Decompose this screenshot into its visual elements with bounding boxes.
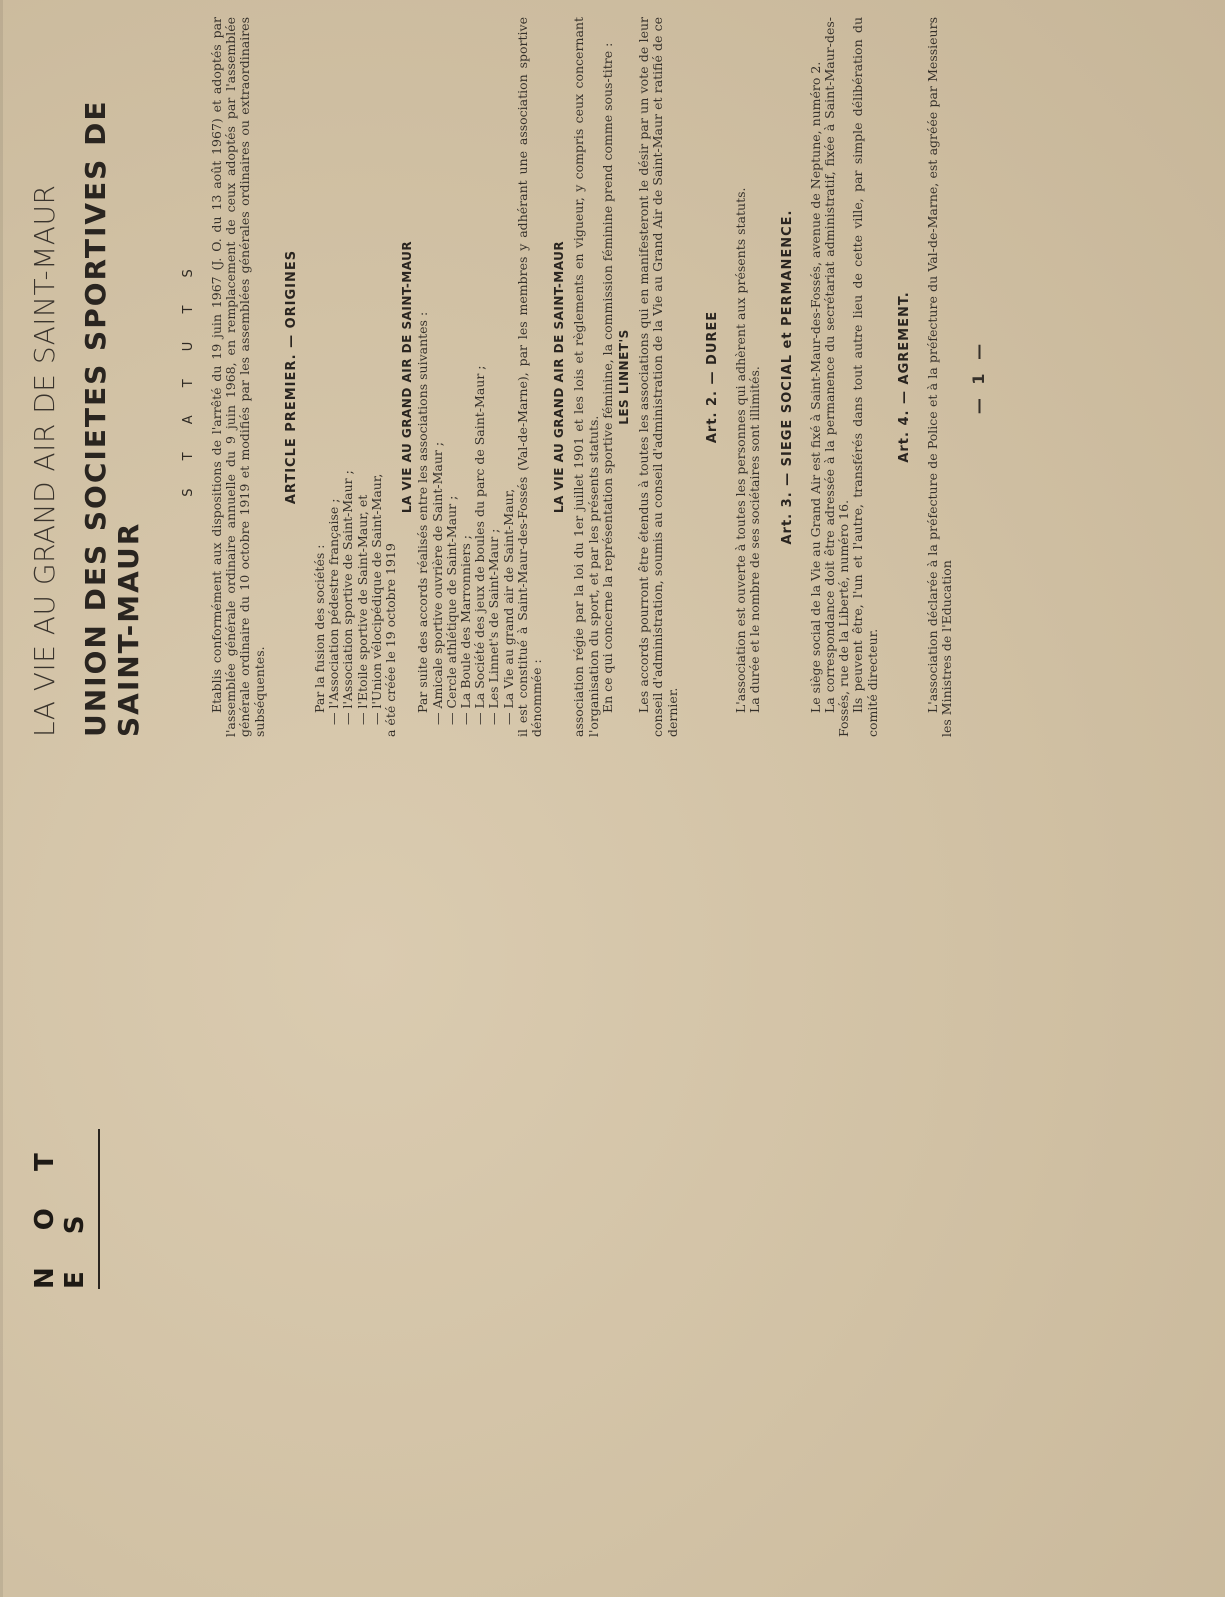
intro-paragraph: Etablis conformément aux dispositions de l'arrêté du 19 juin 1967 (J. O. du 13 août 1967) et adoptés par l'assemblée générale ordinaire annuelle du 9 juin 1968, en remplacement de ceux adoptés par l'assemblée générale ordinaire du 10 octobre 1919 et modifiés par les assemblées générales ordinaires ou extraordinaires subséquentes. [209, 17, 267, 737]
list-item: — l'Association sportive de Saint-Maur ; [340, 470, 356, 725]
fusion-intro: Par la fusion des sociétés : [312, 544, 328, 713]
subheading-vie-au-grand-air: LA VIE AU GRAND AIR DE SAINT-MAUR [400, 240, 415, 514]
list-item: — Cercle athlétique de Saint-Maur ; [443, 495, 459, 725]
list-item: — l'Union vélocipédique de Saint-Maur, [368, 473, 384, 725]
article3-paragraph: Le siège social de la Vie au Grand Air est fixé à Saint-Maur-des-Fossés, avenue de Neptune, numéro 2. [807, 61, 823, 713]
article2-paragraph: La durée et le nombre de ses sociétaires sont illimités. [747, 366, 763, 713]
constitue-paragraph: il est constitué à Saint-Maur-des-Fossés (Val-de-Marne), par les membres y adhérant une association sportive dénommée : [514, 17, 545, 737]
regie-paragraph: association régie par la loi du 1er juillet 1901 et les lois et règlements en vigueur, y compris ceux concernant l'organisation du sport, et par les présents statuts. [571, 17, 601, 737]
list-item: — Amicale sportive ouvrière de Saint-Maur ; [429, 441, 445, 725]
article3-heading: Art. 3. — SIEGE SOCIAL et PERMANENCE. [779, 209, 795, 545]
accords-etendus-paragraph: Les accords pourront être étendus à toutes les associations qui en manifesteront le désir par un vote de leur conseil d'administration, soumis au conseil d'administration de la Vie au Grand Air de Saint-Maur et ratifié de ce dernier. [636, 17, 680, 737]
article4-paragraph: L'association déclarée à la préfecture de Police et à la préfecture du Val-de-Marne, est agréée par Messieurs les Ministres de l'Education [924, 17, 955, 737]
statutes-column [28, 17, 987, 737]
fusion-list [327, 17, 384, 737]
list-item: — La Société des jeux de boules du parc de Saint-Maur ; [472, 365, 488, 725]
list-item: — l'Etoile sportive de Saint-Maur, et [354, 494, 370, 725]
statuts-heading: S T A T U T S [181, 257, 196, 497]
article3-paragraph: La correspondance doit être adressée à la permanence du secrétariat administratif, fixée à Saint-Maur-des-Fossés, rue de la Liberté, numéro 16. [821, 17, 852, 737]
list-item: — Les Linnet's de Saint-Maur ; [486, 528, 502, 725]
notes-section [30, 1129, 100, 1289]
supertitle: LA VIE AU GRAND AIR DE SAINT-MAUR [28, 184, 61, 737]
list-item: — l'Association pédestre française ; [326, 498, 342, 725]
feminine-paragraph: En ce qui concerne la représentation sportive féminine, la commission féminine prend comme sous-titre : [599, 42, 615, 713]
subheading-linnets: LES LINNET'S [617, 329, 632, 425]
page-number: — 1 — [969, 339, 989, 415]
accords-intro: Par suite des accords réalisés entre les associations suivantes : [415, 311, 431, 713]
statutes-body [210, 17, 987, 737]
subheading-association-name: LA VIE AU GRAND AIR DE SAINT-MAUR [552, 240, 567, 514]
article1-heading: ARTICLE PREMIER. — ORIGINES [283, 249, 299, 505]
list-item: — La Boule des Marronniers ; [458, 535, 474, 725]
created-date: a été créée le 19 octobre 1919 [383, 543, 399, 737]
document-title: UNION DES SOCIETES SPORTIVES DE SAINT-MAUR [79, 99, 145, 737]
accords-list [431, 17, 516, 737]
article2-heading: Art. 2. — DUREE [704, 310, 720, 444]
article3-paragraph: Ils peuvent être, l'un et l'autre, transférés dans tout autre lieu de cette ville, par simple délibération du comité directeur. [850, 17, 880, 737]
list-item: — La Vie au grand air de Saint-Maur, [500, 488, 516, 725]
article2-paragraph: L'association est ouverte à toutes les personnes qui adhèrent aux présents statuts. [733, 187, 749, 713]
article4-heading: Art. 4. — AGREMENT. [896, 291, 912, 463]
notes-label: N O T E S [30, 1129, 100, 1289]
